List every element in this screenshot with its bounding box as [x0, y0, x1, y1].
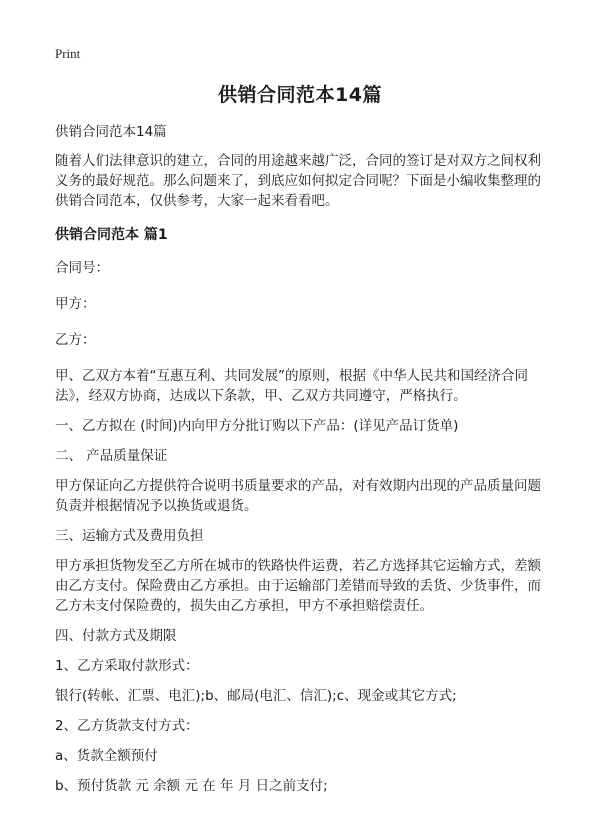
clause-4-item-2: 2、乙方货款支付方式：: [55, 718, 199, 734]
clause-4-item-1-options: 银行(转帐、汇票、电汇);b、邮局(电汇、信汇);c、现金或其它方式;: [55, 688, 457, 704]
clause-3-heading: 三、运输方式及费用负担: [55, 528, 204, 544]
document-subtitle: 供销合同范本14篇: [55, 124, 167, 140]
intro-paragraph: 随着人们法律意识的建立，合同的用途越来越广泛，合同的签订是对双方之间权利义务的最好规范。那么问题来了，到底应如何拟定合同呢？下面是小编收集整理的供销合同范本，仅供参考，大家一起来看看吧。: [55, 153, 541, 209]
contract-number-label: 合同号：: [55, 260, 109, 276]
clause-3-body: 甲方承担货物发至乙方所在城市的铁路快件运费，若乙方选择其它运输方式，差额由乙方支付。保险费由乙方承担。由于运输部门差错而导致的丢货、少货事件，而乙方未支付保险费的，损失由乙方承担，甲方不承担赔偿责任。: [55, 558, 541, 614]
principle-paragraph: 甲、乙双方本着“互惠互利、共同发展”的原则，根据《中华人民共和国经济合同法》，经双方协商，达成以下条款，甲、乙双方共同遵守，严格执行。: [55, 368, 528, 404]
clause-4-item-1: 1、乙方采取付款形式：: [55, 658, 199, 674]
clause-4-item-2-b: b、预付货款 元 余额 元 在 年 月 日之前支付;: [55, 778, 328, 794]
party-b-label: 乙方：: [55, 332, 96, 348]
document-title: 供销合同范本14篇: [218, 84, 382, 106]
print-link[interactable]: Print: [55, 46, 81, 61]
document-body: [55, 122, 550, 806]
clause-2-heading: 二、 产品质量保证: [55, 448, 168, 464]
section-heading: 供销合同范本 篇1: [55, 227, 168, 243]
clause-4-heading: 四、付款方式及期限: [55, 628, 177, 644]
clause-4-item-2-a: a、货款全额预付: [55, 748, 158, 764]
clause-1: 一、乙方拟在 (时间)内向甲方分批订购以下产品：(详见产品订货单): [55, 418, 459, 434]
clause-2-body: 甲方保证向乙方提供符合说明书质量要求的产品，对有效期内出现的产品质量问题负责并根据情况予以换货或退货。: [55, 478, 541, 514]
party-a-label: 甲方：: [55, 296, 96, 312]
